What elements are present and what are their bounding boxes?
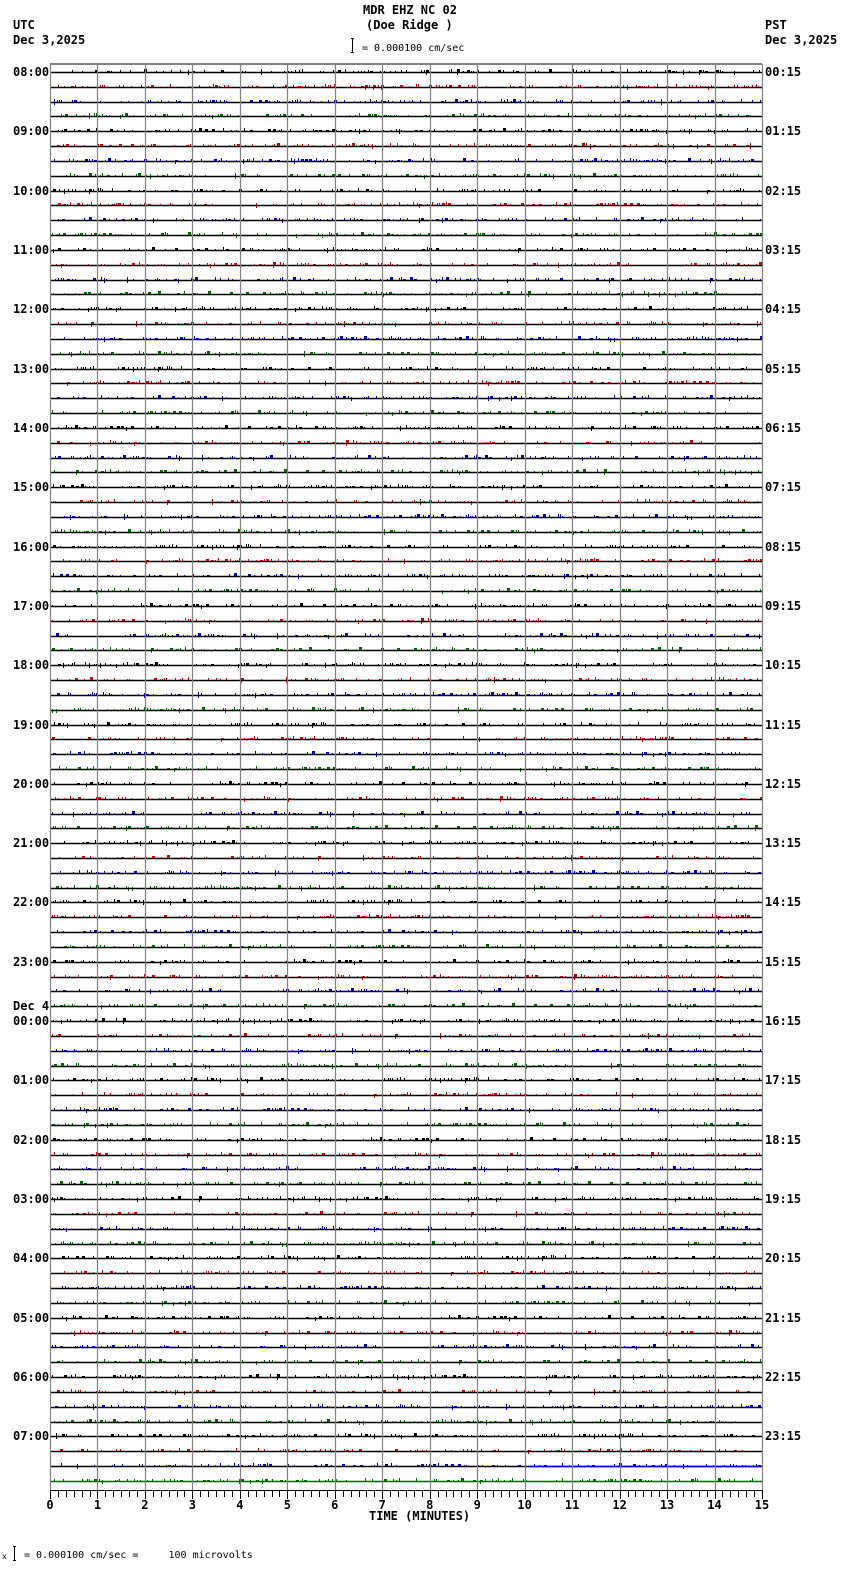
utc-hour-label: 06:00	[13, 1370, 50, 1385]
x-tick-label: 4	[236, 1498, 244, 1512]
left-date: Dec 3,2025	[13, 33, 86, 47]
utc-hour-label: 21:00	[13, 836, 50, 851]
date-change-label: Dec 4	[13, 999, 50, 1014]
x-tick-label: 15	[754, 1498, 770, 1512]
utc-hour-label: 15:00	[13, 480, 50, 495]
pst-hour-label: 15:15	[765, 954, 802, 969]
pst-hour-label: 10:15	[765, 658, 802, 673]
x-tick-label: 12	[612, 1498, 627, 1512]
utc-hour-label: 16:00	[13, 539, 50, 554]
x-tick-label: 2	[141, 1498, 149, 1512]
pst-hour-label: 19:15	[765, 1192, 802, 1207]
x-tick-label: 6	[331, 1498, 339, 1512]
x-tick-label: 0	[46, 1498, 54, 1512]
pst-hour-label: 08:15	[765, 539, 802, 554]
station-title: MDR EHZ NC 02	[363, 3, 457, 17]
x-tick-label: 8	[426, 1498, 434, 1512]
utc-hour-label: 00:00	[13, 1014, 50, 1029]
pst-hour-label: 03:15	[765, 242, 802, 257]
x-tick-label: 13	[659, 1498, 675, 1512]
calibration-prefix: x	[2, 1552, 7, 1561]
pst-hour-label: 14:15	[765, 895, 802, 910]
utc-hour-label: 04:00	[13, 1251, 50, 1266]
pst-hour-label: 16:15	[765, 1014, 802, 1029]
pst-hour-label: 02:15	[765, 183, 802, 198]
pst-hour-label: 01:15	[765, 124, 802, 139]
x-tick-label: 5	[283, 1498, 291, 1512]
x-tick-label: 10	[517, 1498, 532, 1512]
right-timezone: PST	[765, 18, 787, 32]
x-axis-label: TIME (MINUTES)	[369, 1509, 471, 1523]
utc-hour-label: 23:00	[13, 954, 50, 969]
x-tick-label: 7	[378, 1498, 386, 1512]
x-tick-label: 3	[188, 1498, 197, 1512]
pst-hour-label: 17:15	[765, 1073, 802, 1088]
utc-hour-label: 13:00	[13, 361, 50, 376]
left-timezone: UTC	[13, 18, 35, 32]
pst-hour-label: 13:15	[765, 836, 802, 851]
pst-hour-label: 18:15	[765, 1132, 802, 1147]
utc-hour-label: 03:00	[13, 1192, 50, 1207]
x-tick-label: 9	[473, 1498, 481, 1512]
pst-hour-label: 23:15	[765, 1429, 802, 1444]
x-tick-label: 11	[564, 1498, 580, 1512]
pst-hour-label: 04:15	[765, 302, 802, 317]
utc-hour-label: 01:00	[13, 1073, 50, 1088]
utc-hour-label: 19:00	[13, 717, 50, 732]
utc-hour-label: 09:00	[13, 124, 50, 139]
x-tick-label: 14	[707, 1498, 722, 1512]
right-date: Dec 3,2025	[765, 33, 838, 47]
pst-hour-label: 21:15	[765, 1310, 802, 1325]
utc-hour-label: 11:00	[13, 242, 50, 257]
utc-hour-label: 02:00	[13, 1132, 50, 1147]
pst-hour-label: 20:15	[765, 1251, 802, 1266]
utc-hour-label: 20:00	[13, 776, 50, 791]
pst-hour-label: 07:15	[765, 480, 802, 495]
pst-hour-label: 05:15	[765, 361, 802, 376]
utc-hour-label: 17:00	[13, 598, 50, 613]
pst-hour-label: 09:15	[765, 598, 802, 613]
utc-hour-label: 10:00	[13, 183, 50, 198]
pst-hour-label: 12:15	[765, 776, 802, 791]
utc-hour-label: 05:00	[13, 1310, 50, 1325]
utc-hour-label: 22:00	[13, 895, 50, 910]
x-tick-label: 1	[93, 1498, 102, 1512]
pst-hour-label: 22:15	[765, 1370, 802, 1385]
calibration-bar-icon	[13, 1546, 16, 1561]
site-name: (Doe Ridge )	[366, 18, 453, 32]
pst-hour-label: 11:15	[765, 717, 802, 732]
utc-hour-label: 08:00	[13, 65, 50, 79]
calibration-text: = 0.000100 cm/sec = 100 microvolts	[24, 1550, 253, 1561]
utc-hour-label: 14:00	[13, 420, 50, 435]
scale-label: = 0.000100 cm/sec	[362, 43, 465, 54]
utc-hour-label: 18:00	[13, 658, 50, 673]
pst-hour-label: 06:15	[765, 420, 802, 435]
utc-hour-label: 07:00	[13, 1429, 50, 1444]
pst-hour-label: 00:15	[765, 65, 802, 79]
utc-hour-label: 12:00	[13, 302, 50, 317]
